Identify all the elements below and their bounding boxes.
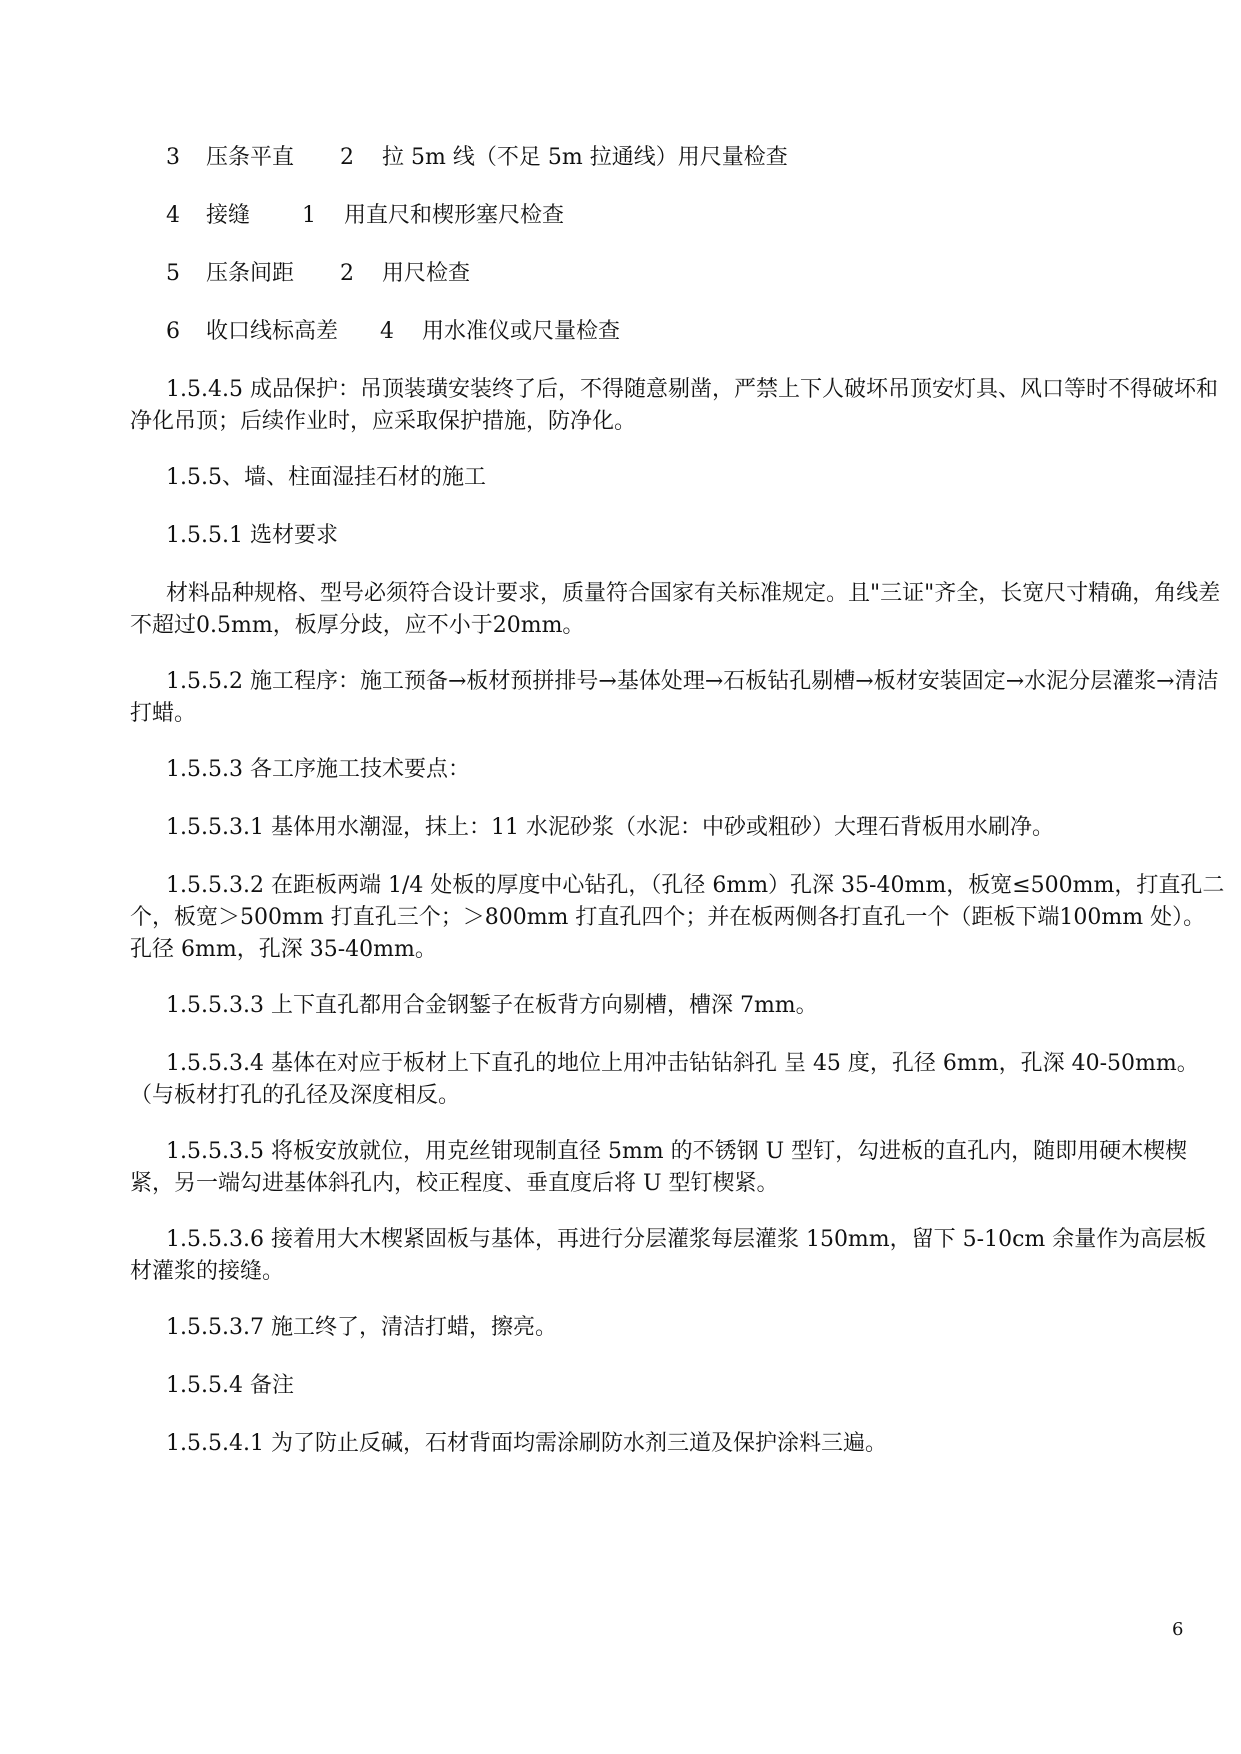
table-row xyxy=(166,142,788,174)
row-method: 用水准仪或尺量检查 xyxy=(422,319,621,344)
paragraph-step-1: 1.5.5.3.1 基体用水潮湿，抹上：11 水泥砂浆（水泥：中砂或粗砂）大理石背板用水刷净。 xyxy=(166,815,1054,840)
row-value: 2 xyxy=(340,261,354,286)
row-value: 2 xyxy=(340,145,354,170)
row-item: 接缝 xyxy=(206,203,251,228)
subsection-heading-material-selection: 1.5.5.1 选材要求 xyxy=(166,523,338,548)
paragraph-material-requirements: 材料品种规格、型号必须符合设计要求，质量符合国家有关标准规定。且"三证"齐全，长宽尺寸精确，角线差不超过0.5mm，板厚分歧，应不小于20mm。 xyxy=(130,581,1221,638)
row-number: 4 xyxy=(166,203,180,228)
subsection-heading-notes: 1.5.5.4 备注 xyxy=(166,1373,294,1398)
row-value: 1 xyxy=(302,203,316,228)
table-row xyxy=(166,316,620,348)
row-number: 3 xyxy=(166,145,180,170)
paragraph-step-7: 1.5.5.3.7 施工终了，清洁打蜡，擦亮。 xyxy=(166,1315,557,1340)
row-method: 拉 5m 线（不足 5m 拉通线）用尺量检查 xyxy=(382,145,788,170)
paragraph-note-1: 1.5.5.4.1 为了防止反碱，石材背面均需涂刷防水剂三道及保护涂料三遍。 xyxy=(166,1431,887,1456)
row-number: 6 xyxy=(166,319,180,344)
paragraph-step-6: 1.5.5.3.6 接着用大木楔紧固板与基体，再进行分层灌浆每层灌浆 150mm，留下 5-10cm 余量作为高层板材灌浆的接缝。 xyxy=(130,1227,1207,1284)
paragraph-step-3: 1.5.5.3.3 上下直孔都用合金钢錾子在板背方向剔槽，槽深 7mm。 xyxy=(166,993,818,1018)
paragraph-step-5: 1.5.5.3.5 将板安放就位，用克丝钳现制直径 5mm 的不锈钢 U 型钉，勾进板的直孔内，随即用硬木楔楔紧，另一端勾进基体斜孔内，校正程度、垂直度后将 U 型钉楔紧。 xyxy=(130,1139,1188,1196)
page-number: 6 xyxy=(1172,1619,1184,1640)
table-row xyxy=(166,200,564,232)
paragraph-construction-procedure: 1.5.5.2 施工程序：施工预备→板材预拼排号→基体处理→石板钻孔剔槽→板材安装固定→水泥分层灌浆→清洁打蜡。 xyxy=(130,669,1219,726)
row-method: 用尺检查 xyxy=(382,261,471,286)
paragraph-step-2: 1.5.5.3.2 在距板两端 1/4 处板的厚度中心钻孔，（孔径 6mm）孔深 35-40mm，板宽≤500mm，打直孔二个，板宽＞500mm 打直孔三个；＞800mm 打直孔四个；并在板两侧各打直孔一个（距板下端100mm 处）。孔径 6mm，孔深 35-40mm。 xyxy=(130,873,1225,962)
table-row xyxy=(166,258,470,290)
paragraph-finished-product-protection: 1.5.4.5 成品保护：吊顶装璜安装终了后，不得随意剔凿，严禁上下人破坏吊顶安灯具、风口等时不得破坏和净化吊顶；后续作业时，应采取保护措施，防净化。 xyxy=(130,377,1218,434)
row-value: 4 xyxy=(380,319,394,344)
row-number: 5 xyxy=(166,261,180,286)
row-item: 压条平直 xyxy=(206,145,295,170)
paragraph-step-4: 1.5.5.3.4 基体在对应于板材上下直孔的地位上用冲击钻钻斜孔 呈 45 度，孔径 6mm，孔深 40-50mm。（与板材打孔的孔径及深度相反。 xyxy=(130,1051,1199,1108)
row-item: 收口线标高差 xyxy=(206,319,339,344)
row-method: 用直尺和楔形塞尺检查 xyxy=(344,203,565,228)
section-heading-wall-stone: 1.5.5、墙、柱面湿挂石材的施工 xyxy=(166,465,486,490)
row-item: 压条间距 xyxy=(206,261,295,286)
subsection-heading-technical-points: 1.5.5.3 各工序施工技术要点： xyxy=(166,757,470,782)
